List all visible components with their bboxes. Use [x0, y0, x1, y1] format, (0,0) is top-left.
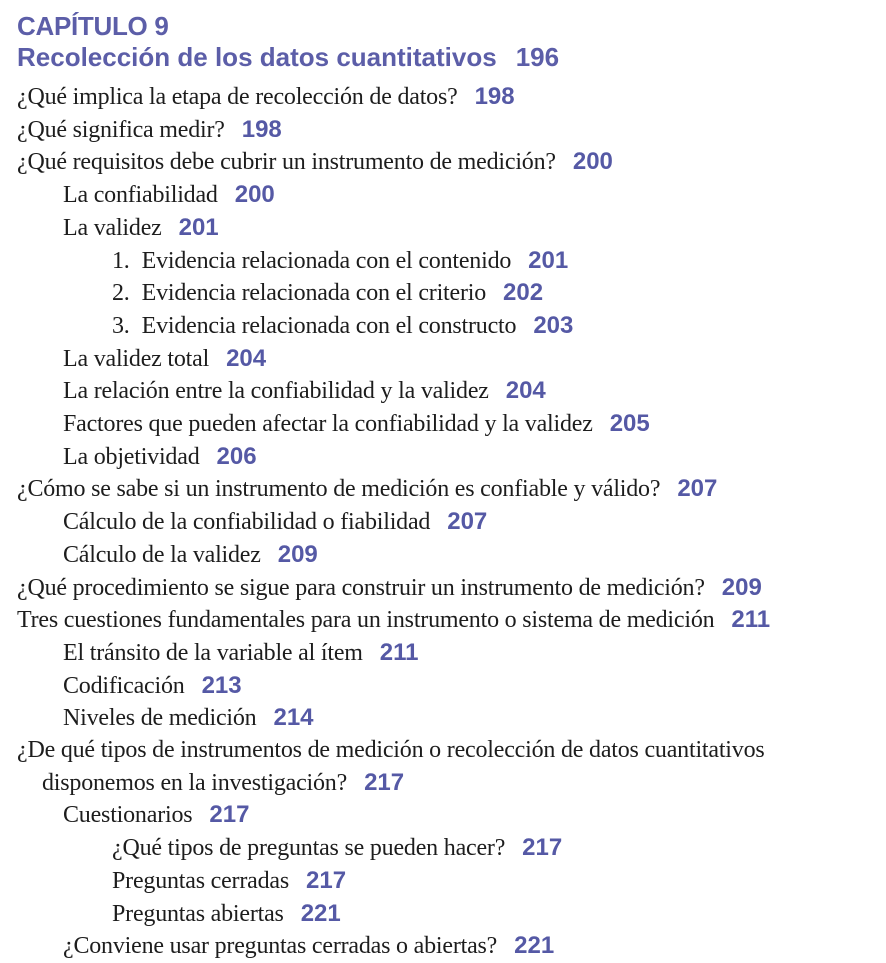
toc-entry-page-number: 217	[306, 866, 347, 894]
chapter-label: CAPÍTULO 9	[17, 11, 169, 41]
toc-entry-page-number: 200	[572, 148, 613, 176]
toc-entry-page-number: 209	[277, 540, 318, 568]
toc-entry-text: ¿Qué implica la etapa de recolección de datos?	[17, 84, 458, 110]
toc-entries	[0, 81, 886, 963]
toc-entry	[0, 832, 886, 865]
toc-entry	[0, 637, 886, 670]
toc-entry	[0, 506, 886, 539]
toc-entry-text: ¿De qué tipos de instrumentos de medición o recolección de datos cuantitativos	[17, 737, 765, 764]
chapter-title: Recolección de los datos cuantitativos	[17, 42, 497, 72]
toc-entry-line	[0, 277, 886, 310]
toc-entry-line	[0, 310, 886, 343]
toc-entry-page-number: 198	[474, 83, 515, 110]
toc-entry-line	[0, 539, 886, 572]
toc-entry	[0, 473, 886, 506]
toc-entry-text: La relación entre la confiabilidad y la validez	[63, 378, 489, 405]
toc-entry	[0, 245, 886, 278]
toc-entry-line	[0, 343, 886, 376]
toc-entry	[0, 146, 886, 179]
toc-entry-line	[0, 832, 886, 865]
toc-entry-page-number: 201	[178, 213, 219, 241]
toc-entry-page-number: 214	[273, 704, 314, 732]
toc-entry-page-number: 209	[721, 573, 762, 601]
toc-entry-line	[0, 408, 886, 441]
toc-entry-text: ¿Qué significa medir?	[17, 116, 225, 143]
toc-entry	[0, 930, 886, 963]
toc-entry	[0, 310, 886, 343]
toc-entry-page-number: 203	[533, 311, 574, 339]
toc-entry-text: ¿Cómo se sabe si un instrumento de medición es confiable y válido?	[17, 476, 661, 503]
toc-entry-page-number: 213	[201, 671, 242, 699]
toc-entry-page-number: 207	[677, 475, 718, 503]
toc-entry-line	[0, 865, 886, 898]
toc-entry	[0, 212, 886, 245]
toc-entry	[0, 799, 886, 832]
toc-entry-page-number: 205	[609, 410, 650, 438]
toc-entry-line	[0, 898, 886, 931]
toc-entry-page-number: 217	[209, 801, 250, 829]
toc-entry-text: Codificación	[63, 672, 185, 699]
toc-entry-page-number: 206	[216, 442, 257, 470]
toc-entry-text: ¿Qué tipos de preguntas se pueden hacer?	[112, 835, 506, 862]
toc-entry-page-number: 204	[505, 377, 546, 405]
toc-entry-text-continued: disponemos en la investigación?	[42, 769, 348, 796]
toc-entry-page-number: 217	[522, 834, 563, 862]
toc-entry	[0, 277, 886, 310]
toc-entry-page-number: 204	[226, 344, 267, 372]
toc-entry-line	[0, 930, 886, 963]
toc-entry-text: Cálculo de la confiabilidad o fiabilidad	[63, 509, 431, 536]
toc-entry	[0, 114, 886, 147]
toc-entry-text: Tres cuestiones fundamentales para un instrumento o sistema de medición	[17, 607, 715, 634]
toc-entry-line	[0, 179, 886, 212]
toc-entry-page-number: 211	[731, 606, 771, 634]
toc-entry-page-number: 202	[503, 279, 544, 307]
toc-entry-line-continued	[0, 767, 886, 800]
toc-entry-line	[0, 506, 886, 539]
toc-entry-text: ¿Qué requisitos debe cubrir un instrumento de medición?	[17, 149, 556, 176]
toc-entry-text: Preguntas cerradas	[112, 867, 289, 894]
toc-entry-text: ¿Conviene usar preguntas cerradas o abiertas?	[63, 933, 498, 960]
toc-entry	[0, 572, 886, 605]
toc-entry-number: 3.	[112, 312, 130, 339]
toc-entry	[0, 441, 886, 474]
toc-entry	[0, 670, 886, 703]
toc-entry-line	[0, 441, 886, 474]
toc-entry-line	[0, 245, 886, 278]
toc-entry-text: Evidencia relacionada con el contenido	[141, 247, 512, 274]
toc-entry-line	[0, 212, 886, 245]
toc-entry-text: La validez total	[63, 345, 210, 372]
toc-entry-page-number: 221	[300, 899, 341, 927]
toc-entry-page-number: 198	[241, 115, 282, 143]
toc-entry-text: Cuestionarios	[63, 802, 193, 829]
toc-entry-line	[0, 702, 886, 735]
toc-entry-line	[0, 572, 886, 605]
toc-entry-line	[0, 637, 886, 670]
toc-entry-text: Cálculo de la validez	[63, 541, 261, 568]
toc-entry	[0, 81, 886, 114]
toc-entry-line	[0, 735, 886, 767]
toc-entry-line	[0, 146, 886, 179]
toc-entry-text: El tránsito de la variable al ítem	[63, 639, 363, 666]
toc-entry-text: Evidencia relacionada con el constructo	[141, 312, 517, 339]
chapter-page-number: 196	[515, 42, 560, 72]
toc-entry-page-number: 201	[528, 246, 569, 274]
toc-entry	[0, 865, 886, 898]
toc-entry-number: 1.	[112, 247, 130, 274]
toc-entry	[0, 375, 886, 408]
toc-entry	[0, 898, 886, 931]
toc-entry	[0, 179, 886, 212]
toc-entry-line	[0, 670, 886, 703]
toc-entry-page-number: 221	[514, 932, 555, 960]
toc-entry-line	[0, 473, 886, 506]
toc-entry-line	[0, 604, 886, 637]
toc-entry-page-number: 211	[379, 638, 419, 666]
toc-entry-line	[0, 375, 886, 408]
toc-entry-line	[0, 799, 886, 832]
toc-entry	[0, 604, 886, 637]
toc-entry	[0, 702, 886, 735]
toc-entry-text: Niveles de medición	[63, 705, 257, 732]
toc-entry	[0, 408, 886, 441]
toc-entry-line	[0, 114, 886, 147]
toc-entry	[0, 343, 886, 376]
chapter-header	[0, 11, 886, 77]
toc-entry-text: ¿Qué procedimiento se sigue para construir un instrumento de medición?	[17, 574, 705, 601]
toc-entry-page-number: 207	[447, 508, 488, 536]
toc-entry-text: Factores que pueden afectar la confiabilidad y la validez	[63, 411, 593, 438]
toc-entry	[0, 539, 886, 572]
toc-entry-text: Preguntas abiertas	[112, 900, 284, 927]
toc-entry-text: La confiabilidad	[63, 182, 218, 209]
toc-entry-text: Evidencia relacionada con el criterio	[141, 280, 487, 307]
toc-entry-number: 2.	[112, 280, 130, 307]
toc-entry-page-number: 217	[364, 768, 405, 796]
chapter-title-row	[0, 42, 886, 77]
toc-entry-text: La objetividad	[63, 443, 200, 470]
toc-entry	[0, 735, 886, 799]
toc-entry-text: La validez	[63, 214, 162, 241]
toc-entry-line	[0, 81, 886, 114]
toc-entry-page-number: 200	[234, 181, 275, 209]
